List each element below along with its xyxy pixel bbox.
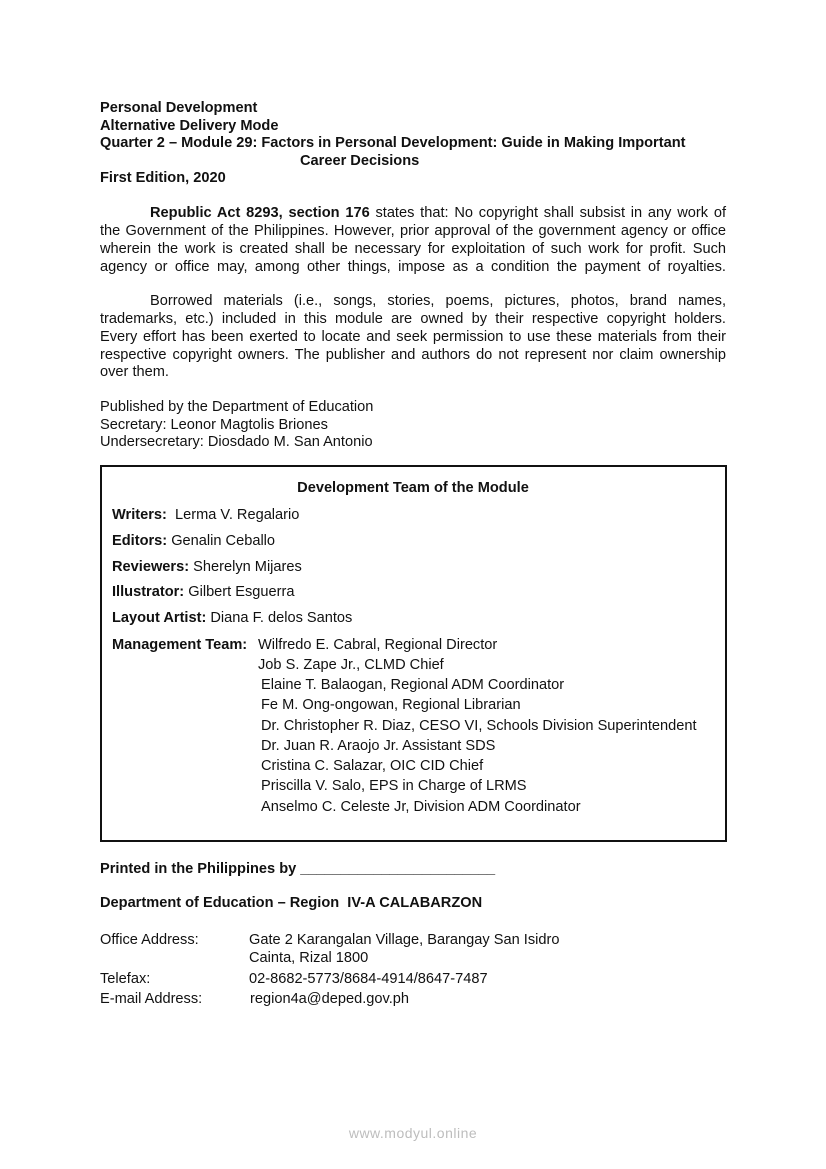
management-member: Wilfredo E. Cabral, Regional Director	[258, 637, 498, 653]
team-role: Reviewers: Sherelyn Mijares	[112, 559, 302, 575]
region-name: Department of Education – Region IV-A CALABARZON	[100, 895, 483, 911]
telefax: 02-8682-5773/8684-4914/8647-7487	[249, 971, 488, 987]
management-member: Dr. Juan R. Araojo Jr. Assistant SDS	[261, 738, 496, 754]
subject: Personal Development	[100, 100, 258, 116]
printed-by: Printed in the Philippines by ________________________	[100, 861, 496, 877]
team-role: Illustrator: Gilbert Esguerra	[112, 584, 295, 600]
management-member: Priscilla V. Salo, EPS in Charge of LRMS	[261, 778, 527, 794]
delivery-mode: Alternative Delivery Mode	[100, 118, 279, 134]
management-member: Anselmo C. Celeste Jr, Division ADM Coordinator	[261, 799, 581, 815]
management-member: Cristina C. Salazar, OIC CID Chief	[261, 758, 484, 774]
team-title: Development Team of the Module	[297, 480, 529, 496]
management-member: Fe M. Ong-ongowan, Regional Librarian	[261, 697, 521, 713]
email: region4a@deped.gov.ph	[250, 991, 409, 1007]
module-title-cont: Career Decisions	[300, 153, 420, 169]
management-label: Management Team:	[112, 637, 248, 653]
team-role: Layout Artist: Diana F. delos Santos	[112, 610, 353, 626]
module-title: Quarter 2 – Module 29: Factors in Personal Development: Guide in Making Important	[100, 135, 686, 151]
management-member: Elaine T. Balaogan, Regional ADM Coordinator	[261, 677, 565, 693]
law-reference: Republic Act 8293, section 176	[150, 205, 370, 221]
management-member: Dr. Christopher R. Diaz, CESO VI, Schools Division Superintendent	[261, 718, 697, 734]
office-address: Gate 2 Karangalan Village, Barangay San Isidro	[249, 932, 560, 948]
edition: First Edition, 2020	[100, 170, 226, 186]
team-role: Editors: Genalin Ceballo	[112, 533, 276, 549]
management-member: Job S. Zape Jr., CLMD Chief	[258, 657, 444, 673]
watermark: www.modyul.online	[348, 1125, 478, 1141]
team-role: Writers: Lerma V. Regalario	[112, 507, 300, 523]
